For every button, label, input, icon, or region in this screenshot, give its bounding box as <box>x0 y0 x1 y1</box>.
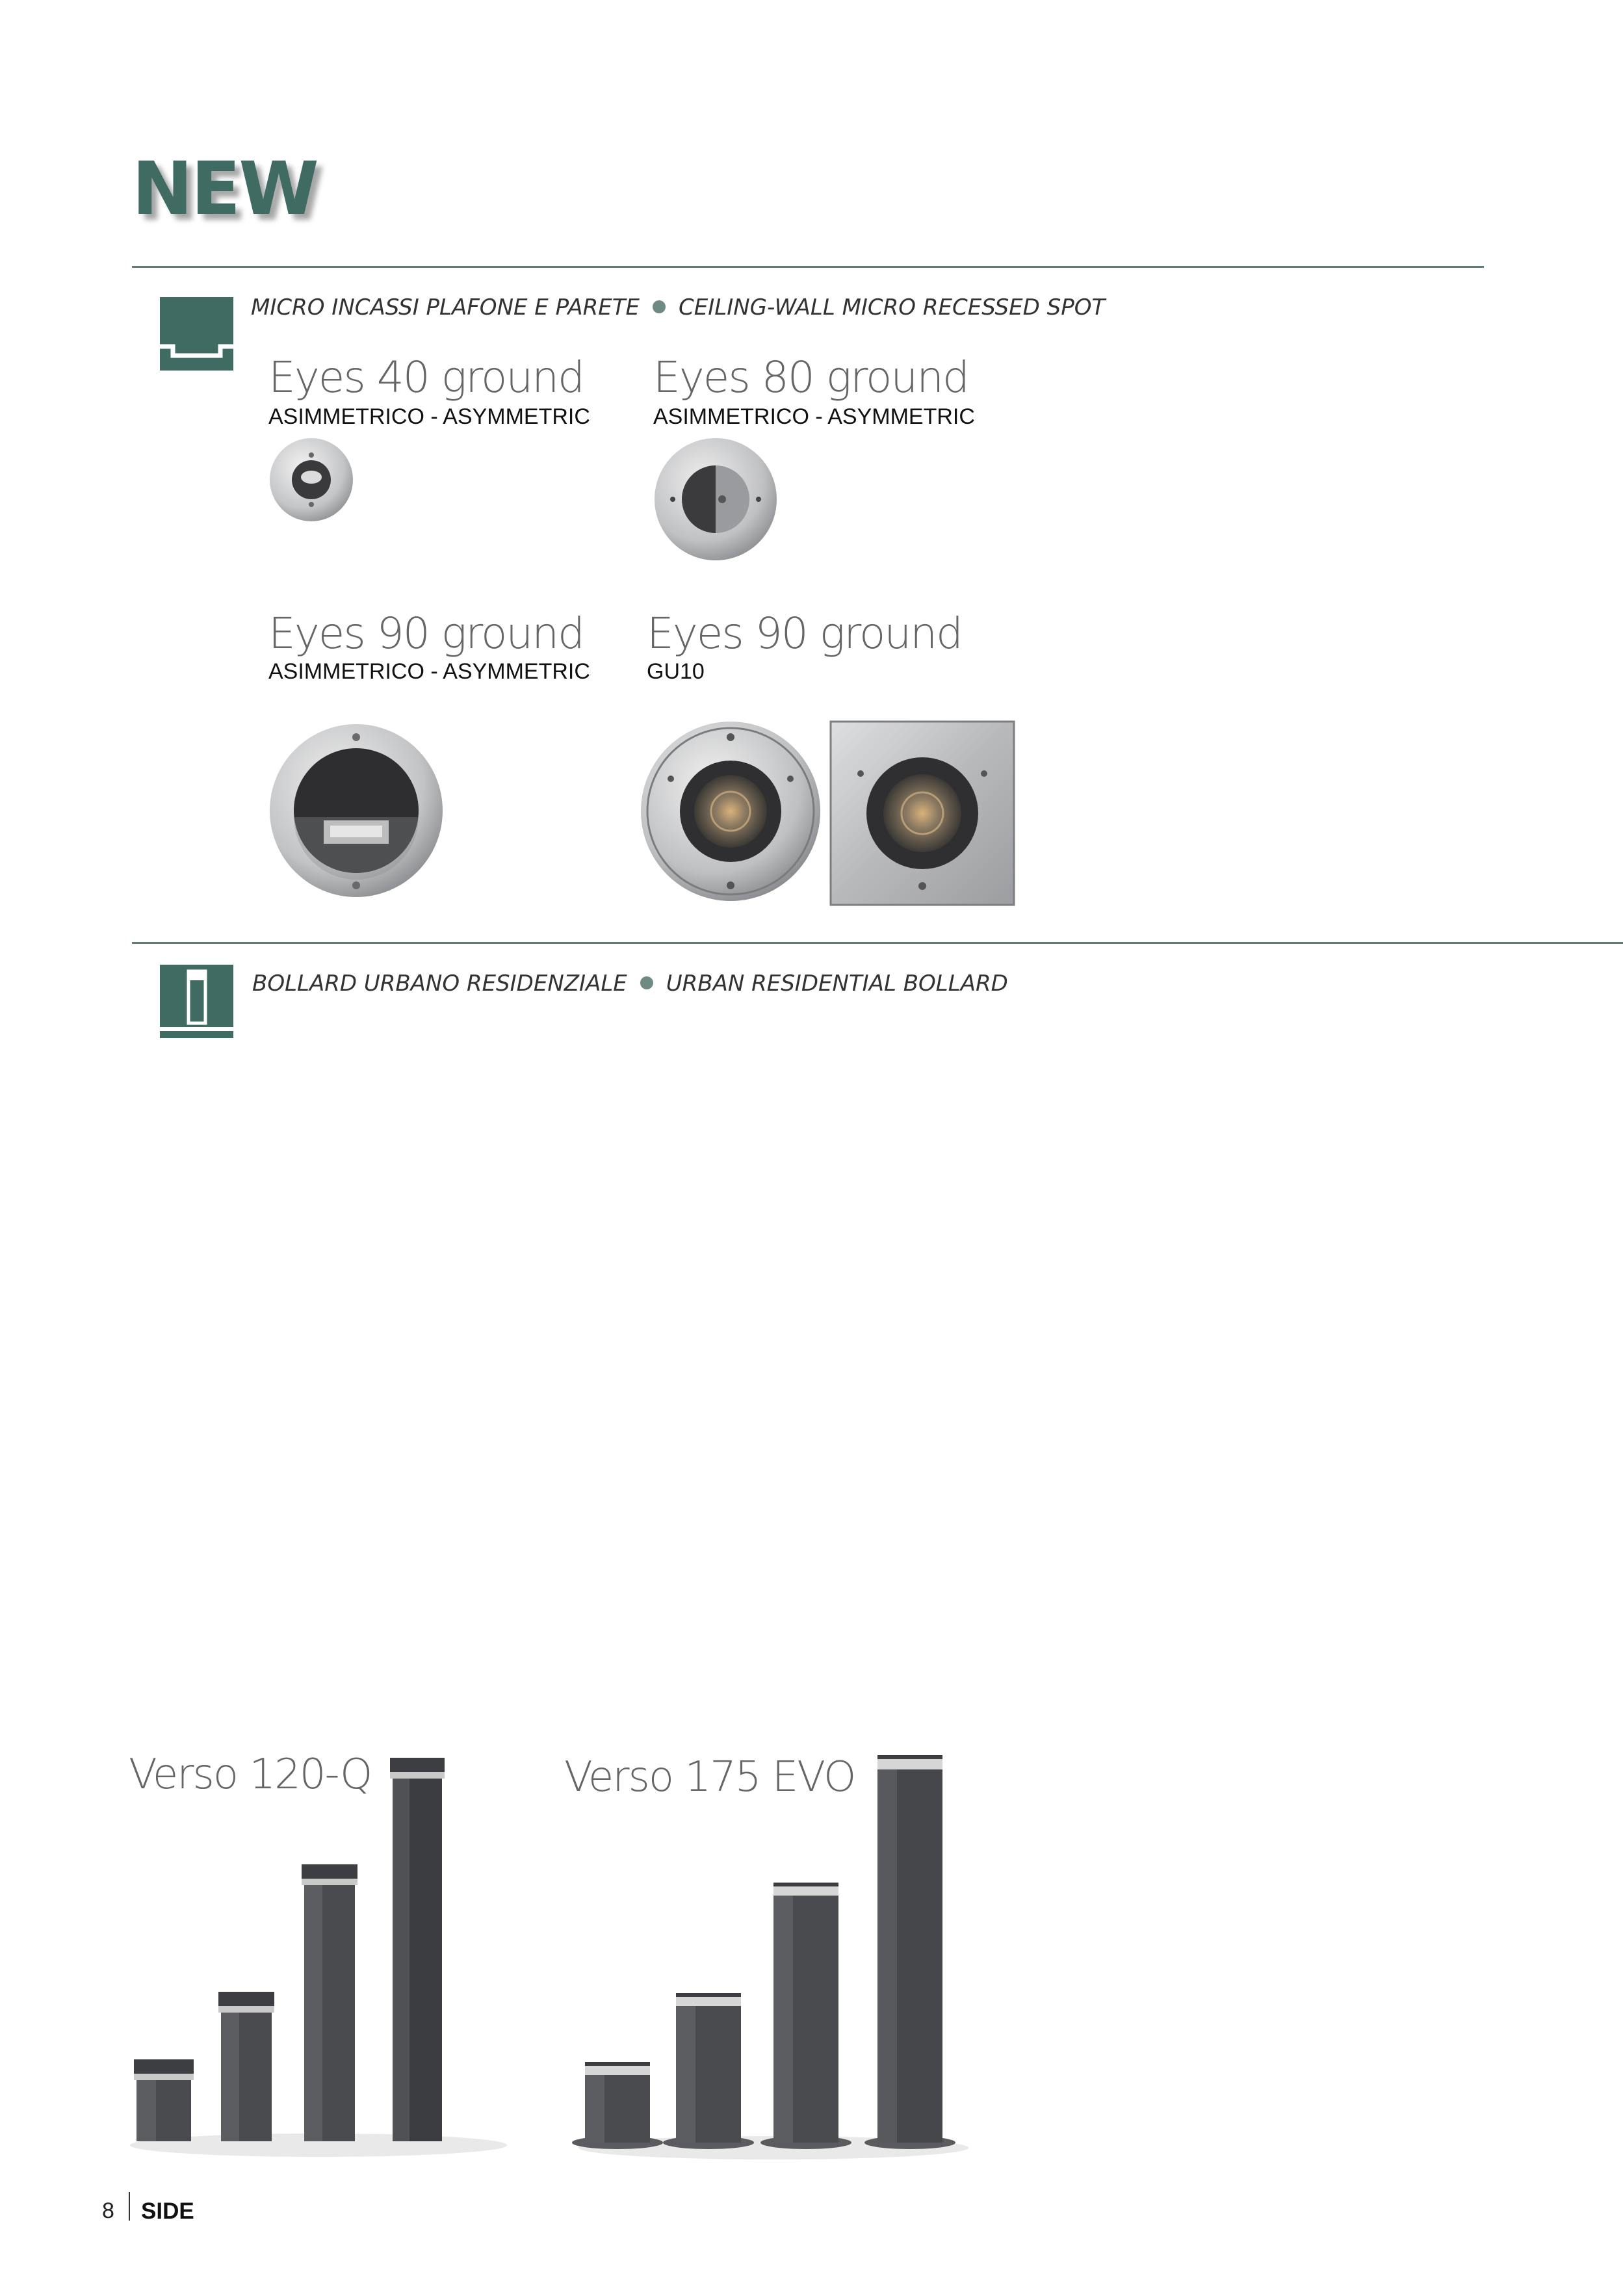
verso120q-product-image <box>123 1751 513 2174</box>
eyes90-gu10-round-image <box>640 720 822 906</box>
middle-divider <box>132 942 1623 944</box>
product-name-eyes90-gu10: Eyes 90 ground <box>647 608 962 659</box>
product-subtitle-eyes40: ASIMMETRICO - ASYMMETRIC <box>268 404 590 429</box>
eyes90-gu10-square-image <box>829 720 1015 909</box>
recessed-spot-icon <box>160 297 233 371</box>
recessed-category-en: CEILING-WALL MICRO RECESSED SPOT <box>679 294 1106 320</box>
product-name-verso120q: Verso 120-Q <box>129 1751 372 1799</box>
verso175evo-product-image <box>572 1755 975 2174</box>
product-subtitle-eyes90-gu10: GU10 <box>647 659 705 684</box>
recessed-category-it: MICRO INCASSI PLAFONE E PARETE <box>251 294 640 320</box>
top-divider <box>132 266 1484 268</box>
product-subtitle-eyes90-asym: ASIMMETRICO - ASYMMETRIC <box>268 659 590 684</box>
bollard-category-icon <box>160 965 233 1038</box>
product-name-eyes40: Eyes 40 ground <box>268 352 584 402</box>
page-title: NEW <box>132 147 317 231</box>
bollard-category-it: BOLLARD URBANO RESIDENZIALE <box>252 971 627 997</box>
eyes90-asym-product-image <box>268 723 444 902</box>
product-name-eyes80: Eyes 80 ground <box>653 352 968 402</box>
recessed-category-label <box>251 296 1105 319</box>
bollard-category-label <box>252 972 1008 995</box>
product-name-eyes90-asym: Eyes 90 ground <box>268 608 584 659</box>
eyes40-product-image <box>268 437 354 526</box>
footer-separator <box>129 2192 130 2221</box>
eyes80-product-image <box>653 437 778 565</box>
product-subtitle-eyes80: ASIMMETRICO - ASYMMETRIC <box>653 404 975 429</box>
page-number: 8 <box>102 2198 114 2223</box>
bullet-dot-icon <box>653 300 666 313</box>
bullet-dot-icon <box>640 976 653 989</box>
footer-brand: SIDE <box>141 2198 194 2224</box>
product-name-verso175evo: Verso 175 EVO <box>564 1753 855 1801</box>
bollard-category-en: URBAN RESIDENTIAL BOLLARD <box>666 971 1008 997</box>
